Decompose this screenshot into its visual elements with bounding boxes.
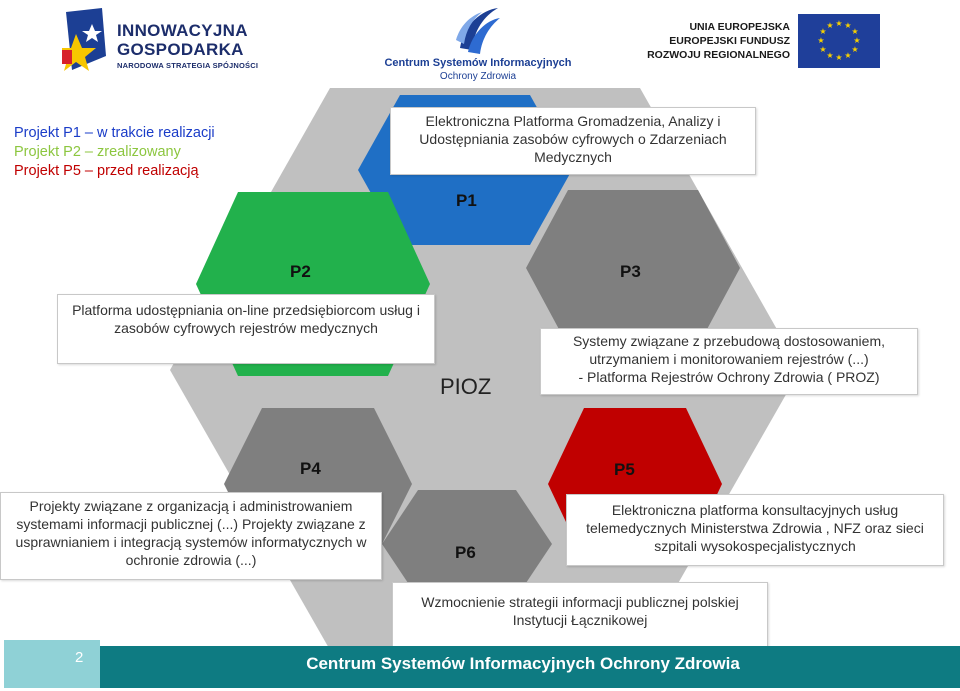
csioz-logo-name: Centrum Systemów Informacyjnych xyxy=(384,57,572,69)
svg-text:★: ★ xyxy=(817,36,825,45)
box-p3-line1: Systemy związane z przebudową dostosowaniem, xyxy=(572,333,886,349)
csioz-logo-sub: Ochrony Zdrowia xyxy=(439,71,517,82)
svg-text:★: ★ xyxy=(835,53,843,62)
box-p4-description: Projekty związane z organizacją i administrowaniem systemami informacji publicznej (...) Projekty związane z usprawnianiem i integracją systemów informatycznych w ochronie zdrowia (...) xyxy=(0,492,382,580)
box-p3-line3: - Platforma Rejestrów Ochrony Zdrowia ( PROZ) xyxy=(578,369,880,385)
legend-p2: Projekt P2 – zrealizowany xyxy=(14,144,181,160)
logo-left-line1: INNOWACYJNA xyxy=(117,21,248,40)
hexagon-p1-label: P1 xyxy=(456,191,477,210)
box-p3-description xyxy=(540,328,918,395)
hexagon-p3-label: P3 xyxy=(620,262,641,281)
hexagon-p6-label: P6 xyxy=(455,543,476,562)
svg-text:★: ★ xyxy=(844,21,852,30)
box-p6-description: Wzmocnienie strategii informacji publicznej polskiej Instytucji Łącznikowej xyxy=(392,582,768,652)
footer-title: Centrum Systemów Informacyjnych Ochrony Zdrowia xyxy=(306,654,740,673)
svg-text:★: ★ xyxy=(844,51,852,60)
logo-left-line2: GOSPODARKA xyxy=(117,40,244,59)
center-label-pioz: PIOZ xyxy=(440,374,492,399)
svg-text:★: ★ xyxy=(835,19,843,28)
legend-p5: Projekt P5 – przed realizacją xyxy=(14,163,199,179)
eu-line2: EUROPEJSKI FUNDUSZ xyxy=(669,35,790,47)
svg-text:★: ★ xyxy=(826,21,834,30)
legend-p1: Projekt P1 – w trakcie realizacji xyxy=(14,125,215,141)
svg-text:★: ★ xyxy=(851,45,859,54)
box-p3-line2: utrzymaniem i monitorowaniem rejestrów (...) xyxy=(589,351,869,367)
page-number: 2 xyxy=(75,649,84,666)
svg-text:★: ★ xyxy=(851,27,859,36)
hexagon-p4-label: P4 xyxy=(300,459,321,478)
eu-line3: ROZWOJU REGIONALNEGO xyxy=(647,49,790,61)
box-p5-description: Elektroniczna platforma konsultacyjnych usług telemedycznych Ministerstwa Zdrowia , NFZ oraz sieci szpitali wysokospecjalistycznych xyxy=(566,494,944,566)
logo-left-line3: NARODOWA STRATEGIA SPÓJNOŚCI xyxy=(117,61,259,70)
svg-text:★: ★ xyxy=(826,51,834,60)
box-p1-description: Elektroniczna Platforma Gromadzenia, Analizy i Udostępniania zasobów cyfrowych o Zdarzeniach Medycznych xyxy=(390,107,756,175)
svg-text:★: ★ xyxy=(819,45,827,54)
svg-text:★: ★ xyxy=(853,36,861,45)
svg-text:★: ★ xyxy=(819,27,827,36)
box-p2-description: Platforma udostępniania on-line przedsiębiorcom usług i zasobów cyfrowych rejestrów medycznych xyxy=(57,294,435,364)
hexagon-p5-label: P5 xyxy=(614,460,635,479)
hexagon-p2-label: P2 xyxy=(290,262,311,281)
eu-line1: UNIA EUROPEJSKA xyxy=(689,21,790,33)
footer-accent-square xyxy=(4,640,100,688)
